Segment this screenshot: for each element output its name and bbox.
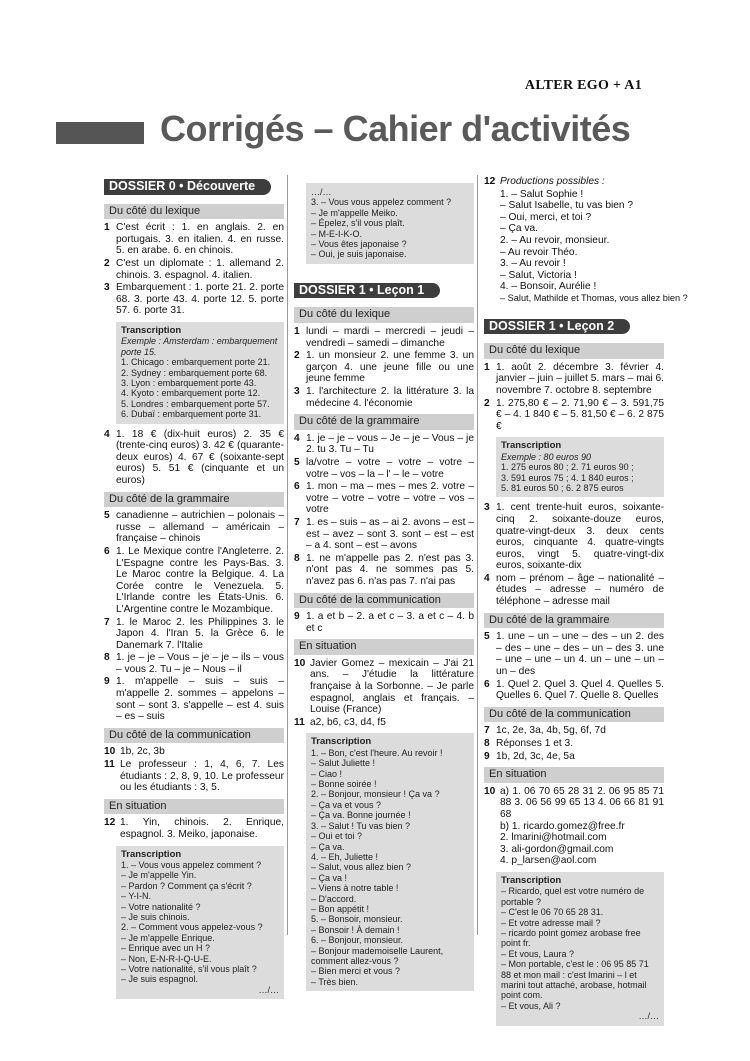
transcription-line: – Et votre adresse mail ? bbox=[501, 917, 601, 928]
transcription-line: – Y-I-N. bbox=[121, 891, 152, 902]
exercise-item: 2 1. un monsieur 2. une femme 3. un garçon 4. une jeune fille ou une jeune femme bbox=[294, 350, 474, 385]
transcription-line: – Ça va ! bbox=[311, 872, 348, 883]
column-divider bbox=[477, 175, 478, 935]
section-header: Du côté de la communication bbox=[294, 593, 474, 609]
transcription-line: – Bonne soirée ! bbox=[311, 779, 377, 790]
exercise-item: 3 Embarquement : 1. porte 21. 2. porte 68. 3. porte 43. 4. porte 12. 5. porte 57. 6. porte 31. bbox=[104, 282, 284, 317]
section-header: Du côté de la grammaire bbox=[294, 414, 474, 430]
exercise-item: 7 1. le Maroc 2. les Philippines 3. le Japon 4. l'Iran 5. la Grèce 6. le Danemark 7. l'Italie bbox=[104, 616, 284, 651]
transcription-line: – Je m'appelle Meiko. bbox=[311, 207, 398, 218]
transcription-line: Exemple : Amsterdam : embarquement porte 15. bbox=[121, 336, 278, 357]
answer-line: 3. ali-gordon@gmail.com bbox=[500, 843, 614, 855]
transcription-line: – Très bien. bbox=[311, 976, 359, 987]
transcription-line: 3. – Salut ! Tu vas bien ? bbox=[311, 820, 411, 831]
exercise-item: 7 1c, 2e, 3a, 4b, 5g, 6f, 7d bbox=[484, 725, 606, 737]
section-header: Du côté de la grammaire bbox=[104, 492, 284, 508]
transcription-line: 4. Kyoto : embarquement porte 12. bbox=[121, 388, 261, 399]
transcription-line: – Ça va. Bonne journée ! bbox=[311, 810, 411, 821]
transcription-line: – Oui, je suis japonaise. bbox=[311, 249, 407, 260]
section-header: En situation bbox=[104, 799, 284, 815]
transcription-line: – Bonsoir ! À demain ! bbox=[311, 924, 400, 935]
transcription-line: – Et vous, Laura ? bbox=[501, 948, 575, 959]
production-line: 4. – Bonsoir, Aurélie ! bbox=[500, 281, 597, 293]
production-line: 1. – Salut Sophie ! bbox=[500, 188, 584, 200]
exercise-item: 1 C'est écrit : 1. en anglais. 2. en portugais. 3. en italien. 4. en russe. 5. en arabe. 6. en chinois. bbox=[104, 222, 284, 257]
exercise-item: 4 nom – prénom – âge – nationalité – études – adresse – numéro de téléphone – adresse mail bbox=[484, 572, 664, 608]
transcription-line: 3. Lyon : embarquement porte 43. bbox=[121, 377, 257, 388]
exercise-list bbox=[104, 222, 284, 317]
column-1 bbox=[104, 175, 284, 1004]
transcription-line: – Je suis espagnol. bbox=[121, 974, 199, 985]
production-line: – Salut Isabelle, tu vas bien ? bbox=[500, 200, 634, 212]
production-line: – Salut, Victoria ! bbox=[500, 269, 577, 281]
transcription-line: – D'accord. bbox=[311, 893, 357, 904]
transcription-line: – Bonjour mademoiselle Laurent, comment allez-vous ? bbox=[311, 945, 444, 966]
transcription-line: 1. – Vous vous appelez comment ? bbox=[121, 860, 262, 870]
exercise-item: 10 a) 1. 06 70 65 28 31 2. 06 95 85 71 88 3. 06 56 99 65 13 4. 06 66 81 91 68 b) 1. ricardo.gomez@free.fr 2. lmarini@hotmail.com 3. ali-gordon@gmail.com 4. p_larsen@aol.com bbox=[484, 785, 664, 867]
answer-line: a) 1. 06 70 65 28 31 2. 06 95 85 71 88 3. 06 56 99 65 13 4. 06 66 81 91 68 bbox=[500, 785, 664, 820]
exercise-item: 2 1. 275,80 € – 2. 71,90 € – 3. 591,75 € – 4. 1 840 € – 5. 81,50 € – 6. 2 875 € bbox=[484, 397, 664, 432]
section-header: Du côté du lexique bbox=[294, 307, 474, 323]
transcription-line: 2. – Comment vous appelez-vous ? bbox=[121, 922, 263, 933]
transcription-title: Transcription bbox=[121, 324, 182, 336]
exercise-item: 5 la/votre – votre – votre – votre – votre – vos – la – l' – le – votre bbox=[294, 456, 474, 480]
transcription-title: Transcription bbox=[501, 440, 562, 452]
transcription-line: – Je m'appelle Enrique. bbox=[121, 932, 215, 943]
transcription-line: – Viens à notre table ! bbox=[311, 883, 399, 894]
section-header: En situation bbox=[294, 639, 474, 655]
transcription-line: …/… bbox=[311, 187, 332, 197]
transcription-line: 5. Londres : embarquement porte 57. bbox=[121, 398, 270, 409]
exercise-item: 5 1. une – un – une – des – un 2. des – des – une – des – un – des 3. une – une – une – un 4. un – une – un – un – des bbox=[484, 631, 664, 678]
transcription-box bbox=[116, 322, 284, 424]
transcription-line: 2. Sydney : embarquement porte 68. bbox=[121, 367, 268, 378]
exercise-item: 10 1b, 2c, 3b bbox=[104, 746, 165, 758]
transcription-line: – Je suis chinois. bbox=[121, 912, 190, 923]
production-line: 2. – Au revoir, monsieur. bbox=[500, 234, 610, 246]
exercise-item: 6 1. mon – ma – mes – mes 2. votre – votre – votre – votre – votre – vos – votre bbox=[294, 481, 474, 516]
exercise-item: 8 1. je – je – Vous – je – je – ils – vous – vous 2. Tu – je – Nous – il bbox=[104, 652, 284, 675]
transcription-box bbox=[496, 872, 664, 1026]
transcription-line: 6. Dubaï : embarquement porte 31. bbox=[121, 409, 262, 420]
transcription-line: – Salut Juliette ! bbox=[311, 758, 376, 769]
transcription-line: – Salut, vous allez bien ? bbox=[311, 862, 412, 873]
transcription-title: Transcription bbox=[501, 874, 562, 886]
production-line: – Salut, Mathilde et Thomas, vous allez bien ? bbox=[500, 292, 688, 303]
transcription-box bbox=[496, 437, 664, 497]
transcription-line: 1. 275 euros 80 ; 2. 71 euros 90 ; bbox=[501, 462, 634, 473]
exercise-item: 6 1. Le Mexique contre l'Angleterre. 2. L'Espagne contre les Pays-Bas. 3. Le Maroc contre la Belgique. 4. La Corée contre le Venezuela. 5. L'Irlande contre les États-Unis. 6. L'Argentine contre le Mozambique. bbox=[104, 545, 284, 615]
exercise-item: 5 canadienne – autrichien – polonais – russe – allemand – américain – française – chinois bbox=[104, 510, 284, 545]
production-line: 3. – Au revoir ! bbox=[500, 258, 566, 270]
transcription-line: – Ça va et vous ? bbox=[311, 799, 382, 810]
section-header: Du côté du lexique bbox=[484, 343, 664, 359]
transcription-line: – Enrique avec un H ? bbox=[121, 943, 211, 954]
answer-line: 2. lmarini@hotmail.com bbox=[500, 832, 607, 844]
title-decoration-bar bbox=[56, 122, 144, 144]
exercise-item: 3 1. cent trente-huit euros, soixante-cinq 2. soixante-douze euros, quatre-vingt-deux 3. deux cents euros, cinquante 4. quatre-vingts euros, vingt 5. quatre-vingt-dix euros, soixante-dix bbox=[484, 502, 664, 572]
exercise-item: 11 Le professeur : 1, 4, 6, 7. Les étudiants : 2, 8, 9, 10. Le professeur ou les étudiants : 3, 5. bbox=[104, 759, 284, 794]
transcription-line: 4. – Eh, Juliette ! bbox=[311, 851, 379, 862]
column-divider bbox=[287, 175, 288, 935]
exercise-item: 9 1b, 2d, 3c, 4e, 5a bbox=[484, 750, 575, 762]
exercise-item: 2 C'est un diplomate : 1. allemand 2. chinois. 3. espagnol. 4. italien. bbox=[104, 257, 284, 281]
exercise-item: 9 1. a et b – 2. a et c – 3. a et c – 4. b et c bbox=[294, 611, 474, 634]
exercise-item: 6 1. Quel 2. Quel 3. Quel 4. Quelles 5. Quelles 6. Quel 7. Quelle 8. Quelles bbox=[484, 678, 664, 702]
production-line: – Oui, merci, et toi ? bbox=[500, 211, 592, 223]
transcription-line: 3. 591 euros 75 ; 4. 1 840 euros ; bbox=[501, 472, 634, 483]
transcription-box bbox=[306, 733, 474, 991]
transcription-line: – Mon portable, c'est le : 06 95 85 71 88 et mon mail : c'est lmarini – l et marini tout attaché, arobase, hotmail point com. bbox=[501, 959, 649, 1001]
dossier-header: DOSSIER 1 • Leçon 2 bbox=[484, 319, 630, 335]
column-2 bbox=[294, 175, 474, 996]
exercise-item: 4 1. 18 € (dix-huit euros) 2. 35 € (trente-cinq euros) 3. 42 € (quarante-deux euros) 4. 67 € (soixante-sept euros) 5. 51 € (cinquante et un euros) bbox=[104, 428, 284, 486]
page-title: Corrigés – Cahier d'activités bbox=[160, 108, 631, 149]
transcription-line: – Bien merci et vous ? bbox=[311, 966, 401, 977]
transcription-line: – M-E-I-K-O. bbox=[311, 228, 362, 239]
transcription-line: Exemple : 80 euros 90 bbox=[501, 451, 592, 462]
section-header: Du côté du lexique bbox=[104, 204, 284, 220]
exercise-item: 12 1. Yin, chinois. 2. Enrique, espagnol. 3. Meiko, japonaise. bbox=[104, 817, 284, 840]
transcription-line: – Non, E-N-R-I-Q-U-E. bbox=[121, 953, 212, 964]
answer-line: 4. p_larsen@aol.com bbox=[500, 855, 597, 867]
transcription-title: Transcription bbox=[311, 736, 372, 748]
transcription-line: 5. 81 euros 50 ; 6. 2 875 euros bbox=[501, 482, 624, 493]
transcription-line: – Et vous, Ali ? bbox=[501, 1000, 561, 1011]
production-list bbox=[484, 188, 688, 305]
section-header: Du côté de la communication bbox=[104, 728, 284, 744]
exercise-item: 12 Productions possibles : bbox=[484, 176, 605, 187]
exercise-item: 1 lundi – mardi – mercredi – jeudi – vendredi – samedi – dimanche bbox=[294, 326, 474, 349]
exercise-item: 11 a2, b6, c3, d4, f5 bbox=[294, 716, 386, 728]
dossier-header: DOSSIER 1 • Leçon 1 bbox=[294, 283, 440, 299]
exercise-item: 1 1. août 2. décembre 3. février 4. janvier – juin – juillet 5. mars – mai 6. novembre 7. octobre 8. septembre bbox=[484, 361, 664, 396]
transcription-line: 3. – Vous vous appelez comment ? bbox=[311, 197, 452, 208]
exercise-item: 4 1. je – je – vous – Je – je – Vous – je 2. tu 3. Tu – Tu bbox=[294, 432, 474, 456]
exercise-item: 7 1. es – suis – as – ai 2. avons – est – est – avez – sont 3. sont – est – est – a 4. sont – est – avons bbox=[294, 516, 474, 552]
transcription-line: 1. – Bon, c'est l'heure. Au revoir ! bbox=[311, 747, 443, 758]
transcription-line: – Je m'appelle Yin. bbox=[121, 870, 197, 881]
section-header: Du côté de la grammaire bbox=[484, 613, 664, 629]
transcription-title: Transcription bbox=[121, 848, 182, 860]
transcription-line: – Oui et toi ? bbox=[311, 831, 363, 842]
continued-marker: …/… bbox=[638, 1011, 659, 1022]
transcription-line: 5. – Bonsoir, monsieur. bbox=[311, 914, 403, 925]
transcription-line: – Ciao ! bbox=[311, 768, 343, 779]
exercise-item: 3 1. l'architecture 2. la littérature 3. la médecine 4. l'économie bbox=[294, 386, 474, 409]
transcription-line: – Bon appétit ! bbox=[311, 903, 370, 914]
transcription-line: – Vous êtes japonaise ? bbox=[311, 239, 407, 250]
transcription-line: – Épelez, s'il vous plaît. bbox=[311, 218, 405, 229]
column-3 bbox=[484, 175, 688, 1031]
transcription-line: – Ricardo, quel est votre numéro de portable ? bbox=[501, 886, 645, 907]
continued-marker: …/… bbox=[258, 984, 279, 995]
exercise-item: 8 1. ne m'appelle pas 2. n'est pas 3. n'ont pas 4. ne sommes pas 5. n'avez pas 6. n'as pas 7. n'ai pas bbox=[294, 552, 474, 587]
transcription-line: – Ça va. bbox=[311, 841, 345, 852]
transcription-line: – Votre nationalité ? bbox=[121, 901, 201, 912]
answer-line: b) 1. ricardo.gomez@free.fr bbox=[500, 820, 625, 832]
production-line: – Au revoir Théo. bbox=[500, 246, 578, 258]
transcription-line: 2. – Bonjour, monsieur ! Ça va ? bbox=[311, 789, 440, 800]
transcription-box bbox=[116, 846, 284, 1000]
transcription-line: 6. – Bonjour, monsieur. bbox=[311, 935, 404, 946]
production-line: – Ça va. bbox=[500, 223, 538, 235]
transcription-line: – Pardon ? Comment ça s'écrit ? bbox=[121, 880, 252, 891]
exercise-item: 10 Javier Gomez – mexicain – J'ai 21 ans. – J'étudie la littérature française à la Sorbonne. – Je parle espagnol, anglais et français. – Louise (France) bbox=[294, 657, 474, 716]
transcription-box bbox=[306, 183, 474, 264]
transcription-line: – C'est le 06 70 65 28 31. bbox=[501, 907, 604, 918]
dossier-header: DOSSIER 0 • Découverte bbox=[104, 179, 271, 195]
transcription-line: 1. Chicago : embarquement porte 21. bbox=[121, 357, 271, 368]
exercise-item: 9 1. m'appelle – suis – suis – m'appelle 2. sommes – appelons – sont – sont 3. s'appelle – est 4. suis – es – suis bbox=[104, 676, 284, 723]
exercise-item: 8 Réponses 1 et 3. bbox=[484, 738, 574, 749]
brand-label: ALTER EGO + A1 bbox=[524, 78, 642, 93]
transcription-line: – Votre nationalité, s'il vous plaît ? bbox=[121, 964, 257, 975]
transcription-line: – ricardo point gomez arobase free point fr. bbox=[501, 927, 641, 949]
section-header: Du côté de la communication bbox=[484, 707, 664, 723]
section-header: En situation bbox=[484, 767, 664, 783]
